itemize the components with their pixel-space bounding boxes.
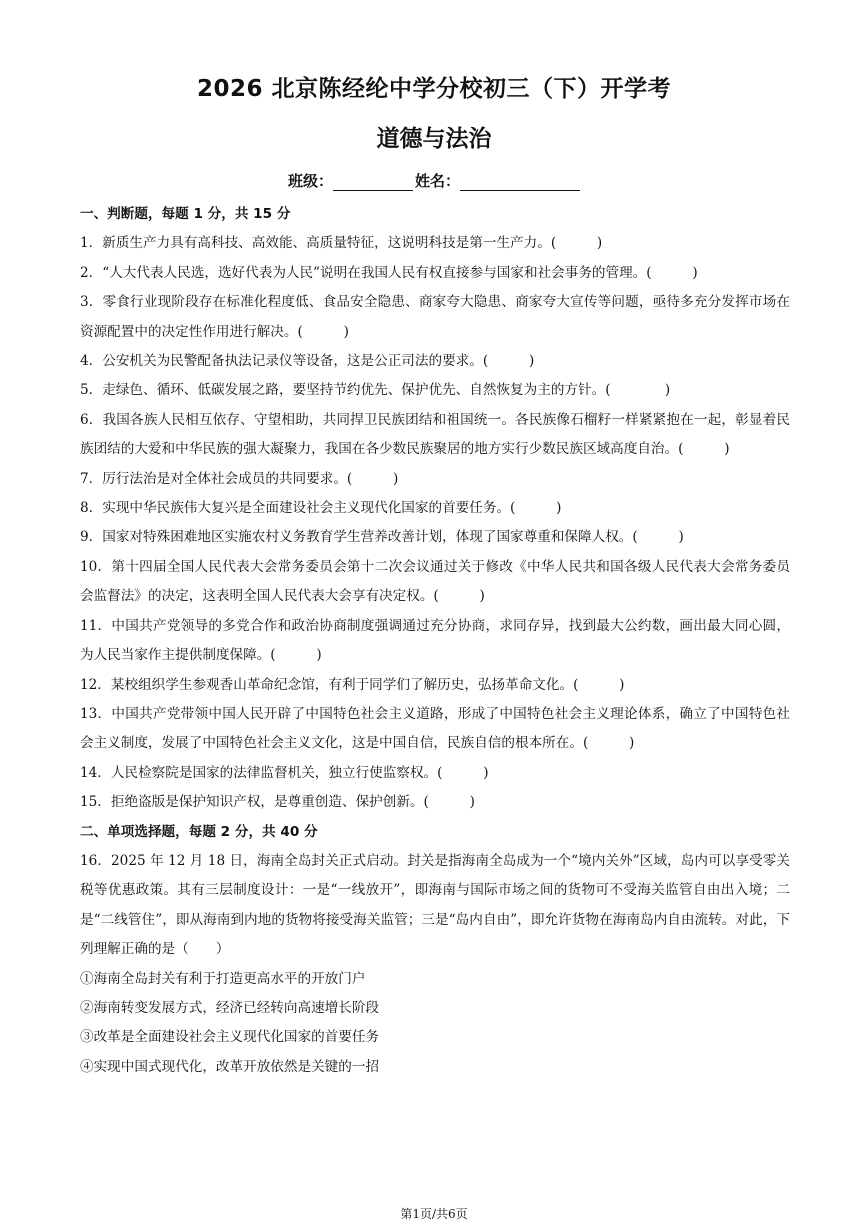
question-10: 10．第十四届全国人民代表大会常务委员会第十二次会议通过关于修改《中华人民共和国各级人民代表大会常务委员会监督法》的决定，这表明全国人民代表大会享有决定权。( ) <box>80 558 790 605</box>
exam-content <box>80 200 790 1082</box>
option-1: ①海南全岛封关有利于打造更高水平的开放门户 <box>80 970 366 987</box>
question-12: 12．某校组织学生参观香山革命纪念馆，有利于同学们了解历史，弘扬革命文化。( ) <box>80 676 625 693</box>
page-number: 第1页/共6页 <box>400 1207 468 1221</box>
section-heading-single-choice: 二、单项选择题，每题 2 分，共 40 分 <box>80 823 318 840</box>
question-15: 15．拒绝盗版是保护知识产权，是尊重创造、保护创新。( ) <box>80 794 475 811</box>
question-6: 6．我国各族人民相互依存、守望相助，共同捍卫民族团结和祖国统一。各民族像石榴籽一样紧紧抱在一起，彰显着民族团结的大爱和中华民族的强大凝聚力，我国在各少数民族聚居的地方实行少数民族区域高度自治。( ) <box>80 411 790 458</box>
question-1: 1．新质生产力具有高科技、高效能、高质量特征，这说明科技是第一生产力。( ) <box>80 235 603 252</box>
option-3: ③改革是全面建设社会主义现代化国家的首要任务 <box>80 1029 380 1046</box>
question-11: 11．中国共产党领导的多党合作和政治协商制度强调通过充分协商，求同存异，找到最大公约数，画出最大同心圆，为人民当家作主提供制度保障。( ) <box>80 617 790 664</box>
question-9: 9．国家对特殊困难地区实施农村义务教育学生营养改善计划，体现了国家尊重和保障人权。( ) <box>80 529 684 546</box>
name-blank <box>460 174 580 191</box>
class-label: 班级： <box>287 172 333 190</box>
question-7: 7．厉行法治是对全体社会成员的共同要求。( ) <box>80 470 399 487</box>
question-5: 5．走绿色、循环、低碳发展之路，要坚持节约优先、保护优先、自然恢复为主的方针。( ) <box>80 382 671 399</box>
question-3: 3．零食行业现阶段存在标准化程度低、食品安全隐患、商家夸大隐患、商家夸大宣传等问题，亟待多充分发挥市场在资源配置中的决定性作用进行解决。( ) <box>80 294 790 340</box>
section-heading-true-false: 一、判断题，每题 1 分，共 15 分 <box>80 206 291 222</box>
option-4: ④实现中国式现代化，改革开放依然是关键的一招 <box>80 1058 380 1075</box>
question-13: 13．中国共产党带领中国人民开辟了中国特色社会主义道路，形成了中国特色社会主义理论体系，确立了中国特色社会主义制度，发展了中国特色社会主义文化，这是中国自信，民族自信的根本所在。( ) <box>80 705 790 752</box>
exam-title: 2026 北京陈经纶中学分校初三（下）开学考 <box>196 76 672 102</box>
question-16: 16．2025 年 12 月 18 日，海南全岛封关正式启动。封关是指海南全岛成为一个“境内关外”区域，岛内可以享受零关税等优惠政策。其有三层制度设计：一是“一线放开”，即海南与国际市场之间的货物可不受海关监管自由出入境；二是“二线管住”，即从海南到内地的货物将接受海关监管；三是“岛内自由”，即允许货物在海南岛内自由流转。对此，下列理解正确的是（ ） <box>80 852 790 958</box>
question-14: 14．人民检察院是国家的法律监督机关，独立行使监察权。( ) <box>80 764 489 781</box>
student-info <box>0 170 868 191</box>
subject-title: 道德与法治 <box>376 126 492 152</box>
question-4: 4．公安机关为民警配备执法记录仪等设备，这是公正司法的要求。( ) <box>80 353 535 370</box>
option-2: ②海南转变发展方式，经济已经转向高速增长阶段 <box>80 999 380 1016</box>
question-2: 2．“人大代表人民选，选好代表为人民”说明在我国人民有权直接参与国家和社会事务的管理。( ) <box>80 264 698 281</box>
class-blank <box>333 174 413 191</box>
name-label: 姓名： <box>415 172 461 190</box>
question-8: 8．实现中华民族伟大复兴是全面建设社会主义现代化国家的首要任务。( ) <box>80 500 562 517</box>
